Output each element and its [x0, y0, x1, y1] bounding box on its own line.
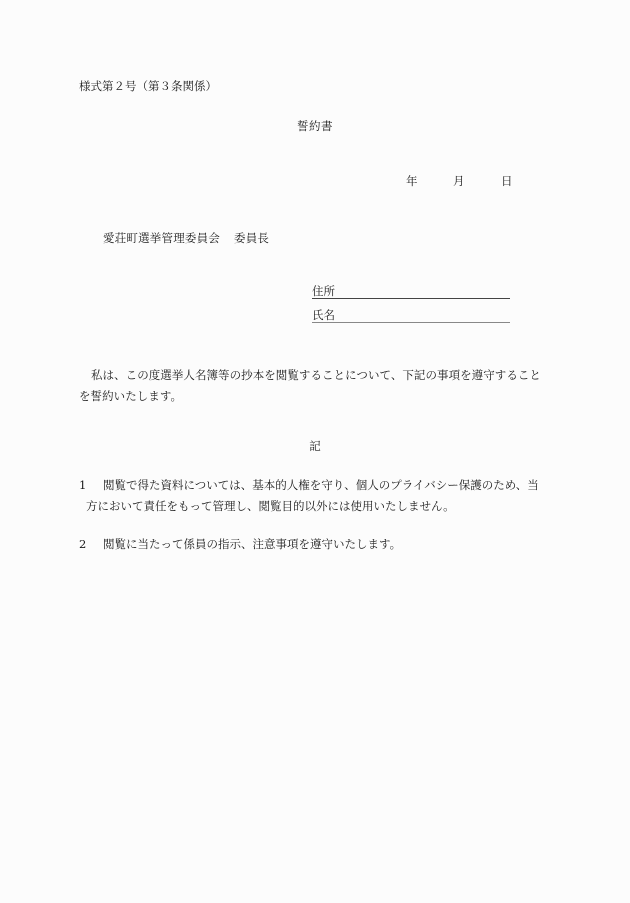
- pledge-item: [79, 475, 547, 517]
- item-number: 2: [79, 537, 87, 551]
- item-number: 1: [79, 478, 87, 492]
- document-title: 誓約書: [297, 119, 333, 133]
- date-row: [406, 176, 513, 188]
- address-field[interactable]: [312, 283, 510, 299]
- addressee-organization: 愛荘町選挙管理委員会: [103, 231, 220, 245]
- item-text: 閲覧に当たって係員の指示、注意事項を遵守いたします。: [103, 537, 402, 551]
- date-day-label: 日: [501, 174, 513, 188]
- ki-heading: 記: [309, 439, 321, 453]
- pledge-item-line: [79, 475, 547, 496]
- form-number: 様式第２号（第３条関係）: [79, 79, 217, 93]
- pledge-item-line: [79, 496, 547, 517]
- name-field[interactable]: [312, 307, 510, 323]
- addressee-position: 委員長: [234, 231, 270, 245]
- pledge-item-line: [79, 534, 547, 555]
- addressee: [103, 233, 269, 245]
- address-label: 住所: [312, 283, 335, 298]
- item-text: 閲覧で得た資料については、基本的人権を守り、個人のプライバシー保護のため、当: [103, 478, 539, 492]
- date-month-label: 月: [453, 174, 465, 188]
- pledge-item: [79, 534, 547, 555]
- item-text-continued: 方において責任をもって管理し、閲覧目的以外には使用いたしません。: [86, 499, 455, 513]
- name-label: 氏名: [312, 307, 335, 322]
- date-year-label: 年: [406, 174, 418, 188]
- pledge-paragraph: 私は、この度選挙人名簿等の抄本を閲覧することについて、下記の事項を遵守することを誓約いたします。: [79, 368, 541, 403]
